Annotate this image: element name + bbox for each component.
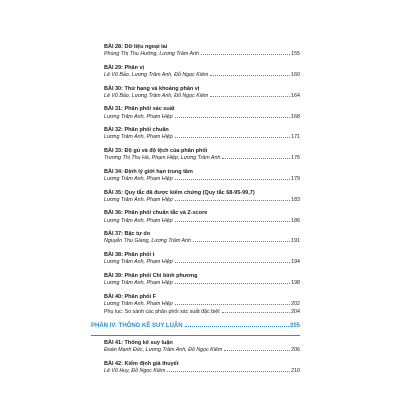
lesson-title: BÀI 34: Định lý giới hạn trung tâm <box>104 168 193 175</box>
lesson-title: BÀI 36: Phân phối chuẩn tắc và Z-score <box>104 210 208 217</box>
toc-entry-31 <box>104 106 300 120</box>
entry-authors-row <box>104 347 300 354</box>
page-number: 204 <box>291 309 300 316</box>
lesson-authors: Lương Trâm Anh, Phạm Hiệp <box>104 300 173 307</box>
lesson-authors: Phùng Thị Thu Hường, Lương Trâm Anh <box>104 51 199 58</box>
page-number: 164 <box>291 92 300 99</box>
lesson-title: BÀI 41: Thống kê suy luận <box>104 340 173 347</box>
lesson-title: BÀI 31: Phân phối xác suất <box>104 106 175 113</box>
lesson-title: BÀI 42: Kiểm định giả thuyết <box>104 360 179 367</box>
page-number: 206 <box>291 347 300 354</box>
toc-entry-29 <box>104 65 300 79</box>
dot-leader <box>210 75 290 76</box>
lesson-title: BÀI 37: Bậc tự do <box>104 231 151 238</box>
lesson-title: BÀI 32: Phân phối chuẩn <box>104 127 169 134</box>
lesson-authors: Lê Vũ Huy, Đỗ Ngọc Kiêm <box>104 368 166 375</box>
toc-entry-37 <box>104 231 300 245</box>
entry-authors-row <box>104 197 300 204</box>
entry-authors-row <box>104 72 300 79</box>
toc-entry-33 <box>104 148 300 162</box>
lesson-title: BÀI 28: Dữ liệu ngoại lai <box>104 44 168 50</box>
dot-leader <box>201 54 290 55</box>
lesson-title: BÀI 40: Phân phối F <box>104 293 156 300</box>
dot-leader <box>193 241 290 242</box>
page-number: 155 <box>291 51 300 58</box>
page-number: 194 <box>291 259 300 266</box>
dot-leader <box>175 304 290 305</box>
toc-entry-30 <box>104 86 300 100</box>
toc-entry-39 <box>104 273 300 287</box>
lesson-authors: Lương Trâm Anh, Phạm Hiệp <box>104 217 173 224</box>
toc-entry-28 <box>104 44 300 58</box>
table-of-contents <box>91 44 300 382</box>
entry-authors-row <box>104 280 300 287</box>
lesson-title: BÀI 39: Phân phối Chi bình phương <box>104 272 198 279</box>
entry-authors-row <box>104 134 300 141</box>
dot-leader <box>224 350 290 351</box>
part-heading <box>91 322 300 330</box>
page-number: 205 <box>289 323 300 330</box>
part-divider <box>91 335 300 336</box>
dot-leader <box>175 221 290 222</box>
toc-entry-36 <box>104 210 300 224</box>
dot-leader <box>185 326 289 327</box>
dot-leader <box>222 312 290 313</box>
dot-leader <box>222 158 290 159</box>
toc-entry-32 <box>104 127 300 141</box>
dot-leader <box>175 117 290 118</box>
toc-entry-35 <box>104 190 300 204</box>
entry-authors-row <box>104 93 300 100</box>
toc-entry-38 <box>104 252 300 266</box>
toc-entry-41 <box>104 340 300 354</box>
toc-entry-42 <box>104 361 300 375</box>
entry-authors-row <box>104 368 300 375</box>
lesson-authors: Lương Trâm Anh, Phạm Hiệp <box>104 134 173 141</box>
lesson-title: BÀI 33: Độ gù và độ lệch của phân phối <box>104 147 208 154</box>
lesson-authors: Lương Trâm Anh, Phạm Hiệp <box>104 196 173 203</box>
page-number: 168 <box>291 113 300 120</box>
lesson-title: BÀI 38: Phân phối t <box>104 251 155 258</box>
toc-entry-40 <box>104 294 300 308</box>
lesson-authors: Lương Trâm Anh, Phạm Hiệp <box>104 279 173 286</box>
entry-authors-row <box>104 114 300 121</box>
page-number: 176 <box>291 155 300 162</box>
lesson-authors: Nguyễn Thu Giang, Lương Trâm Anh <box>104 238 191 245</box>
dot-leader <box>175 283 290 284</box>
entry-authors-row <box>104 259 300 266</box>
dot-leader <box>175 137 290 138</box>
page-number: 183 <box>291 196 300 203</box>
appendix-label: Phụ lục: So sánh các phân phối xác suất đặc biệt <box>104 309 220 316</box>
lesson-authors: Lê Vũ Bảo, Lương Trâm Anh, Đỗ Ngọc Kiêm <box>104 72 209 78</box>
lesson-authors: Trương Thị Thu Hà, Phạm Hiệp, Lương Trâm Anh <box>104 155 221 162</box>
page-number: 171 <box>291 134 300 141</box>
lesson-authors: Lương Trâm Anh, Phạm Hiệp <box>104 113 173 120</box>
page-number: 186 <box>291 217 300 224</box>
dot-leader <box>175 200 290 201</box>
lesson-authors: Lê Vũ Bảo, Lương Trâm Anh, Đỗ Ngọc Kiêm <box>104 92 209 99</box>
page-number: 191 <box>291 238 300 245</box>
toc-entry-34 <box>104 169 300 183</box>
entry-authors-row <box>104 238 300 245</box>
dot-leader <box>175 179 290 180</box>
lesson-title: BÀI 35: Quy tắc đã được kiểm chứng (Quy tắc 68-95-99,7) <box>104 189 255 196</box>
lesson-title: BÀI 29: Phân vị <box>104 64 145 71</box>
lesson-title: BÀI 30: Thứ hạng và khoảng phân vị <box>104 85 200 92</box>
lesson-authors: Lương Trâm Anh, Phạm Hiệp <box>104 175 173 182</box>
page-number: 198 <box>291 279 300 286</box>
dot-leader <box>210 96 290 97</box>
lesson-authors: Đoàn Mạnh Đức, Lương Trâm Anh, Đỗ Ngọc Kiêm <box>104 347 223 354</box>
entry-authors-row <box>104 218 300 225</box>
dot-leader <box>175 262 290 263</box>
entry-authors-row <box>104 301 300 308</box>
entry-authors-row <box>104 51 300 58</box>
entry-authors-row <box>104 155 300 162</box>
toc-appendix <box>104 309 300 316</box>
lesson-authors: Lương Trâm Anh, Phạm Hiệp <box>104 259 173 266</box>
page-number: 179 <box>291 175 300 182</box>
dot-leader <box>167 371 290 372</box>
page-number: 160 <box>291 72 300 78</box>
entry-authors-row <box>104 176 300 183</box>
page-number: 202 <box>291 300 300 307</box>
part-label: PHẦN IV: THỐNG KÊ SUY LUẬN <box>91 323 183 330</box>
page-number: 210 <box>291 368 300 375</box>
